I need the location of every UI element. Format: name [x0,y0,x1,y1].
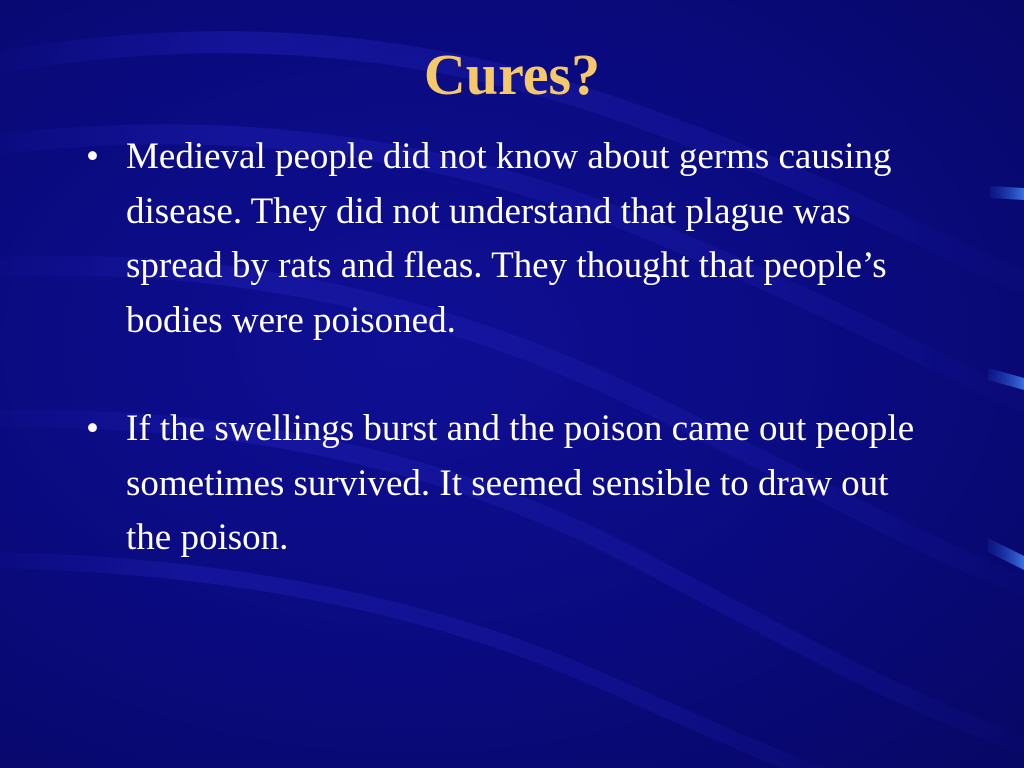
swoosh-5 [0,560,900,768]
bullet-item [80,402,930,566]
bullet-item [80,130,930,348]
slide-title: Cures? [423,42,601,107]
bullet-list [80,130,930,566]
bullet-marker: • [86,136,99,177]
bullet-marker: • [86,408,99,449]
edge-accent-1 [990,186,1024,200]
bullet-text: If the swellings burst and the poison came out people sometimes survived. It seemed sensible to draw out the poison. [126,408,915,558]
bullet-text: Medieval people did not know about germs causing disease. They did not understand that plague was spread by rats and fleas. They thought that people’s bodies were poisoned. [126,136,892,341]
